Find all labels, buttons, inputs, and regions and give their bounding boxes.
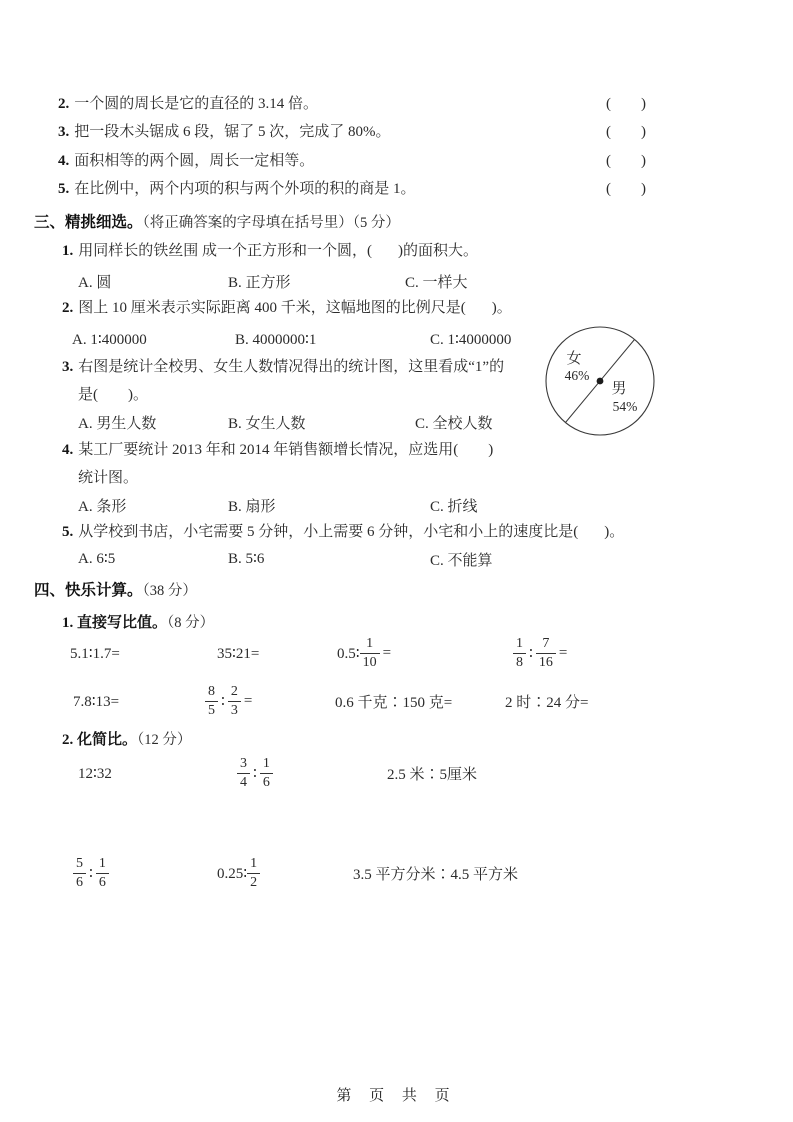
fraction-numerator: 5 — [73, 856, 86, 873]
question-number: 1. — [62, 243, 74, 259]
expression-text: 2 时∶24 分= — [505, 694, 589, 711]
calc-expression — [505, 678, 588, 724]
paren-open: ( — [606, 153, 611, 169]
question-number: 2. — [62, 300, 74, 316]
question-text: 统计图。 — [78, 470, 139, 486]
page-footer: 第 页 共 页 — [336, 1088, 457, 1104]
calc-expression — [73, 678, 119, 724]
judge-item — [58, 151, 314, 171]
equals-sign: = — [382, 644, 392, 661]
fraction-denominator: 16 — [538, 654, 553, 670]
judge-item-number: 5. — [58, 181, 70, 197]
calc-expression — [78, 750, 112, 796]
paren-open: ( — [606, 124, 611, 140]
fraction — [360, 636, 380, 670]
expression-text: 35∶21= — [217, 645, 260, 662]
section3-title: 三、精挑细选。 — [34, 214, 143, 231]
judge-item — [58, 94, 318, 114]
question-number: 3. — [62, 359, 74, 375]
pie-pct-female: 46% — [564, 368, 590, 383]
option-a: A. 圆 — [78, 275, 112, 291]
calc-expression — [237, 750, 273, 796]
fraction — [205, 684, 218, 718]
question-text: )。 — [128, 387, 148, 403]
section4-note: （38 分） — [142, 583, 197, 599]
fraction-denominator: 6 — [76, 874, 83, 890]
subsection-2-heading — [62, 730, 191, 750]
calc-expression — [337, 630, 391, 676]
fraction-numerator: 1 — [96, 856, 109, 873]
ratio-colon: ∶ — [253, 765, 257, 782]
option-b: B. 女生人数 — [228, 416, 306, 432]
fraction — [513, 636, 526, 670]
fraction-numerator: 7 — [536, 636, 556, 653]
judge-item-number: 2. — [58, 96, 70, 112]
expression-text: 0.5∶ — [337, 645, 360, 662]
option-b: B. 4000000∶1 — [235, 332, 317, 348]
question-text: 是( — [78, 387, 98, 403]
answer-parens — [606, 122, 646, 142]
expression-text: 0.6 千克∶150 克= — [335, 694, 453, 711]
ratio-colon: ∶ — [221, 693, 225, 710]
fraction-numerator: 3 — [237, 756, 250, 773]
option-a: A. 条形 — [78, 499, 127, 515]
paren-close: ) — [641, 153, 646, 169]
pie-label-female: 女 — [566, 351, 582, 367]
section4-heading — [34, 581, 197, 601]
fraction-denominator: 10 — [362, 654, 377, 670]
expression-text: 3.5 平方分米∶4.5 平方米 — [353, 866, 519, 883]
ratio-colon: ∶ — [529, 645, 533, 662]
question-text: 用同样长的铁丝围 成一个正方形和一个圆，( — [78, 243, 372, 259]
answer-parens — [606, 94, 646, 114]
option-a: A. 6∶5 — [78, 551, 116, 567]
question-3-line2 — [78, 385, 148, 405]
option-c: C. 折线 — [430, 499, 478, 515]
question-4-line1 — [62, 440, 493, 460]
question-text: ) — [488, 442, 494, 458]
fraction — [237, 756, 250, 790]
calc-expression — [353, 850, 518, 896]
fraction — [73, 856, 86, 890]
question-3-line1 — [62, 357, 504, 377]
fraction — [228, 684, 241, 718]
question-text: )的面积大。 — [398, 243, 478, 259]
expression-text: 2.5 米∶5厘米 — [387, 766, 478, 783]
expression-text: 0.25∶ — [217, 865, 248, 882]
option-b: B. 5∶6 — [228, 551, 265, 567]
fraction-numerator: 1 — [513, 636, 526, 653]
calc-expression — [70, 630, 120, 676]
expression-text: 7.8∶13= — [73, 693, 120, 710]
expression-text: 12∶32 — [78, 765, 112, 782]
paren-close: ) — [641, 96, 646, 112]
question-2 — [62, 298, 512, 318]
calc-expression — [335, 678, 452, 724]
judge-item-number: 3. — [58, 124, 70, 140]
section3-heading — [34, 213, 400, 233]
calc-expression — [387, 750, 477, 796]
option-c: C. 不能算 — [430, 553, 493, 569]
judge-item — [58, 122, 391, 142]
question-number: 4. — [62, 442, 74, 458]
pie-center-dot — [597, 378, 604, 385]
calc-expression — [513, 630, 567, 676]
calc-expression — [217, 850, 260, 896]
judge-item-number: 4. — [58, 153, 70, 169]
fraction-denominator: 3 — [230, 702, 238, 718]
option-c: C. 1∶4000000 — [430, 332, 512, 348]
expression-text: 5.1∶1.7= — [70, 645, 120, 662]
pie-pct-male: 54% — [612, 399, 638, 414]
fraction-denominator: 2 — [250, 874, 258, 890]
fraction-numerator: 2 — [228, 684, 241, 701]
section4-title: 四、快乐计算。 — [34, 582, 143, 599]
fraction-numerator: 1 — [260, 756, 273, 773]
fraction-denominator: 8 — [516, 654, 523, 670]
question-4-line2 — [78, 468, 138, 488]
option-b: B. 正方形 — [228, 275, 291, 291]
paren-close: ) — [641, 124, 646, 140]
subsection-title: 1. 直接写比值。 — [62, 615, 168, 631]
fraction — [260, 756, 273, 790]
subsection-note: （8 分） — [167, 615, 215, 631]
judge-item-text: 面积相等的两个圆，周长一定相等。 — [74, 153, 315, 169]
judge-item-text: 一个圆的周长是它的直径的 3.14 倍。 — [74, 96, 319, 112]
question-text: )。 — [491, 300, 512, 316]
fraction-denominator: 6 — [262, 774, 270, 790]
paren-close: ) — [641, 181, 646, 197]
fraction-denominator: 4 — [240, 774, 247, 790]
option-c: C. 一样大 — [405, 275, 468, 291]
pie-chart — [540, 323, 664, 443]
calc-expression — [217, 630, 259, 676]
question-text: )。 — [604, 524, 625, 540]
question-text: 某工厂要统计 2013 年和 2014 年销售额增长情况，应选用( — [78, 442, 459, 458]
subsection-note: （12 分） — [137, 732, 192, 748]
equals-sign: = — [243, 692, 253, 709]
judge-item — [58, 179, 416, 199]
question-number: 5. — [62, 524, 74, 540]
option-c: C. 全校人数 — [415, 416, 493, 432]
fraction-denominator: 5 — [208, 702, 215, 718]
question-text: 图上 10 厘米表示实际距离 400 千米，这幅地图的比例尺是( — [78, 300, 466, 316]
equals-sign: = — [558, 644, 568, 661]
fraction — [536, 636, 556, 670]
calc-expression — [73, 850, 109, 896]
paren-open: ( — [606, 96, 611, 112]
fraction — [247, 856, 260, 890]
ratio-colon: ∶ — [89, 865, 93, 882]
question-1 — [62, 241, 478, 261]
fraction-numerator: 8 — [205, 684, 218, 701]
paren-open: ( — [606, 181, 611, 197]
question-text: 从学校到书店，小宅需要 5 分钟，小上需要 6 分钟，小宅和小上的速度比是( — [78, 524, 579, 540]
pie-label-male: 男 — [611, 381, 627, 397]
fraction — [96, 856, 109, 890]
section3-note: （将正确答案的字母填在括号里）（5 分） — [142, 215, 400, 231]
question-text: 右图是统计全校男、女生人数情况得出的统计图，这里看成“1”的 — [78, 359, 505, 375]
answer-parens — [606, 179, 646, 199]
answer-parens — [606, 151, 646, 171]
question-5 — [62, 522, 624, 542]
option-a: A. 男生人数 — [78, 416, 157, 432]
option-a: A. 1∶400000 — [72, 332, 147, 348]
calc-expression — [205, 678, 252, 724]
judge-item-text: 在比例中，两个内项的积与两个外项的积的商是 1。 — [74, 181, 416, 197]
fraction-denominator: 6 — [98, 874, 106, 890]
judge-item-text: 把一段木头锯成 6 段，锯了 5 次，完成了 80%。 — [74, 124, 391, 140]
fraction-numerator: 1 — [247, 856, 260, 873]
option-b: B. 扇形 — [228, 499, 276, 515]
fraction-numerator: 1 — [360, 636, 380, 653]
subsection-title: 2. 化简比。 — [62, 732, 138, 748]
